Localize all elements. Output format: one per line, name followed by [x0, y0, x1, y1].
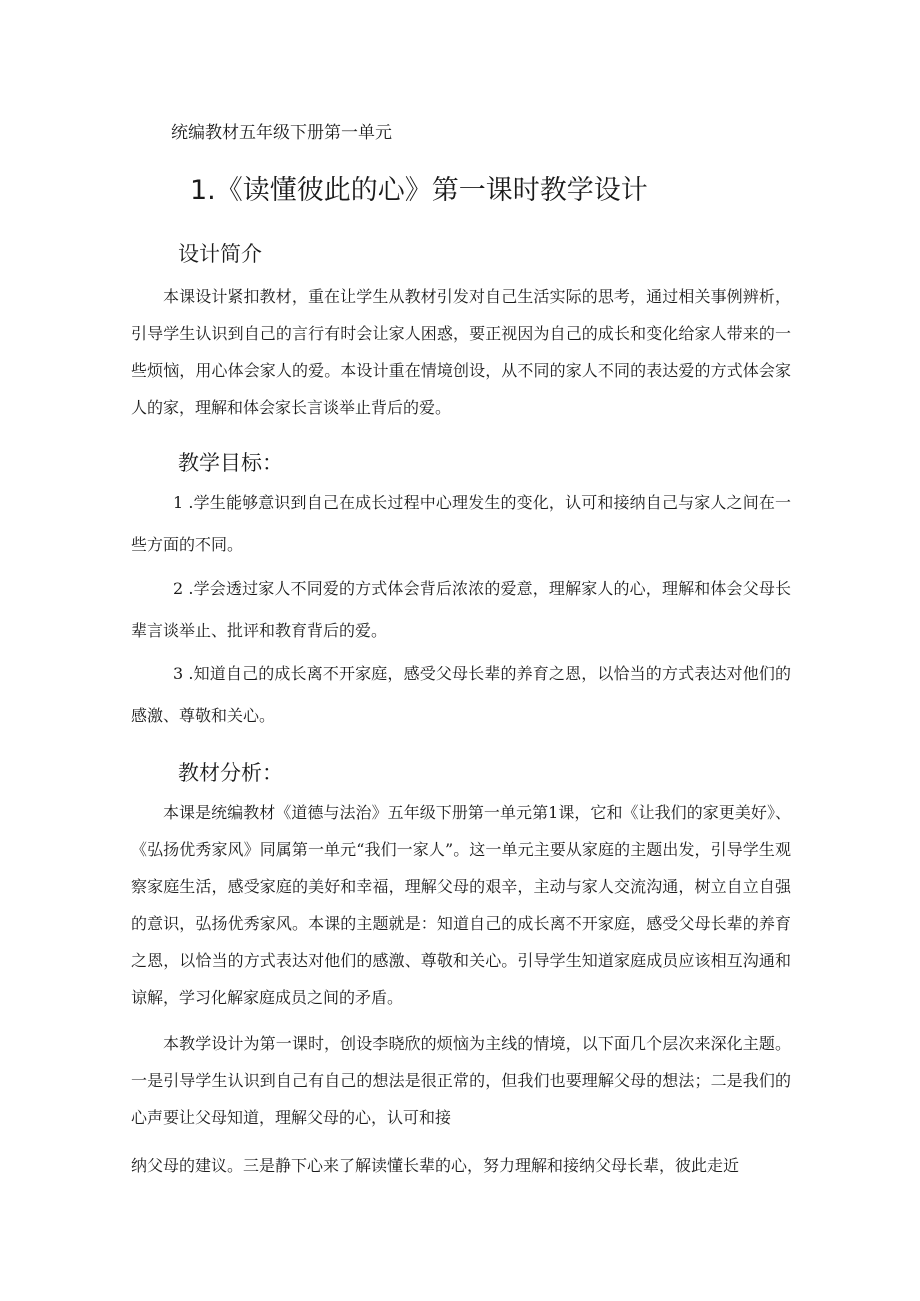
goals-heading: 教学目标： [178, 451, 283, 475]
design-intro-heading: 设计简介 [178, 242, 262, 266]
analysis-heading: 教材分析： [178, 761, 283, 785]
page-title: 1.《读懂彼此的心》第一课时教学设计 [190, 175, 648, 206]
goal-item-2: 2 .学会透过家人不同爱的方式体会背后浓浓的爱意，理解家人的心，理解和体会父母长辈言谈举止、批评和教育背后的爱。 [131, 579, 791, 640]
analysis-paragraph-2: 本教学设计为第一课时，创设李晓欣的烦恼为主线的情境，以下面几个层次来深化主题。一是引导学生认识到自己有自己的想法是很正常的，但我们也要理解父母的想法；二是我们的心声要让父母知道，理解父母的心，认可和接 [131, 1034, 791, 1127]
goal-item-1: 1 .学生能够意识到自己在成长过程中心理发生的变化，认可和接纳自己与家人之间在一些方面的不同。 [131, 493, 791, 554]
analysis-continued-line: 纳父母的建议。三是静下心来了解读懂长辈的心，努力理解和接纳父母长辈，彼此走近 [131, 1156, 740, 1175]
unit-label: 统编教材五年级下册第一单元 [171, 123, 392, 143]
goal-item-3: 3 .知道自己的成长离不开家庭，感受父母长辈的养育之恩，以恰当的方式表达对他们的感激、尊敬和关心。 [131, 664, 791, 725]
analysis-paragraph-1: 本课是统编教材《道德与法治》五年级下册第一单元第1课，它和《让我们的家更美好》、《弘扬优秀家风》同属第一单元“我们一家人”。这一单元主要从家庭的主题出发，引导学生观察家庭生活，感受家庭的美好和幸福，理解父母的艰辛，主动与家人交流沟通，树立自立自强的意识，弘扬优秀家风。本课的主题就是：知道自己的成长离不开家庭，感受父母长辈的养育之恩，以恰当的方式表达对他们的感激、尊敬和关心。引导学生知道家庭成员应该相互沟通和谅解，学习化解家庭成员之间的矛盾。 [131, 803, 791, 1007]
design-intro-paragraph: 本课设计紧扣教材，重在让学生从教材引发对自己生活实际的思考，通过相关事例辨析，引导学生认识到自己的言行有时会让家人困惑，要正视因为自己的成长和变化给家人带来的一些烦恼，用心体会家人的爱。本设计重在情境创设，从不同的家人不同的表达爱的方式体会家人的家，理解和体会家长言谈举止背后的爱。 [131, 287, 791, 417]
